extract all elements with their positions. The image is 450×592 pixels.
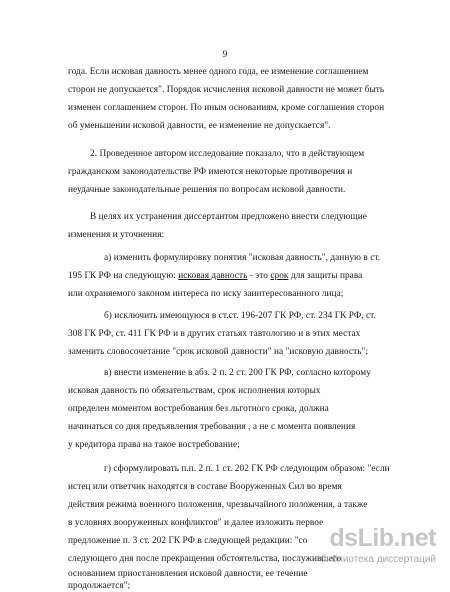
text-line bbox=[68, 270, 362, 282]
text-line: в) внести изменение в абз. 2 п. 2 ст. 200 ГК РФ, согласно которому bbox=[104, 368, 371, 378]
text-run: - это bbox=[247, 271, 271, 281]
text-line: истец или ответчик находятся в составе Вооруженных Сил во время bbox=[68, 482, 342, 492]
text-line: 2. Проведенное автором исследование показало, что в действующем bbox=[90, 149, 365, 159]
text-line: 308 ГК РФ, ст. 411 ГК РФ и в других статьях тавтологию и в этих местах bbox=[68, 329, 361, 339]
page-number: 9 bbox=[222, 50, 228, 60]
text-line: изменения и уточнения: bbox=[68, 230, 165, 240]
text-line: сторон не допускается". Порядок исчисления исковой давности не может быть bbox=[68, 85, 385, 95]
text-line: в условиях вооруженных конфликтов" и далее изложить первое bbox=[68, 518, 324, 528]
text-line: б) исключить имеющуюся в ст.ст. 196-207 ГК РФ, ст. 234 ГК РФ, ст. bbox=[104, 311, 376, 321]
watermark bbox=[306, 524, 436, 570]
underlined-term: срок bbox=[270, 271, 289, 281]
watermark-tagline: библиотека диссертаций bbox=[320, 554, 436, 565]
text-line: продолжается"; bbox=[68, 581, 131, 591]
text-line: заменить словосочетание "срок исковой давности" на "исковую давность"; bbox=[68, 347, 368, 357]
text-line: действия режима военного положения, чрезвычайного положения, а также bbox=[68, 500, 368, 510]
text-line: г) сформулировать п.п. 2 п. 1 ст. 202 ГК РФ следующим образом: "если bbox=[104, 464, 390, 474]
text-run: 195 ГК РФ на следующую: bbox=[68, 271, 176, 281]
text-line: исковая давность по обязательствам, срок исполнения которых bbox=[68, 386, 321, 396]
text-line: неудачные законодательные решения по вопросам исковой давности. bbox=[68, 185, 346, 195]
text-line: определен моментом востребования без льготного срока, должна bbox=[68, 404, 329, 414]
text-line: у кредитора права на такое востребование; bbox=[68, 440, 240, 450]
underlined-term: исковая давность bbox=[178, 271, 248, 281]
text-line: основанием приостановления исковой давности, ее течение bbox=[68, 569, 308, 579]
text-run: для защиты права bbox=[288, 271, 363, 281]
text-line: изменен соглашением сторон. По иным основаниям, кроме соглашения сторон bbox=[68, 103, 385, 113]
watermark-logo: dsLib.net bbox=[329, 524, 436, 552]
text-line: гражданском законодательстве РФ имеются некоторые противоречия и bbox=[68, 167, 353, 177]
text-line: В целях их устранения диссертантом предложено внести следующие bbox=[90, 212, 367, 222]
text-line: или охраняемого законом интереса по иску заинтересованного лица; bbox=[68, 289, 344, 299]
text-line: начинаться со дня предъявления требования , а не с момента появления bbox=[68, 422, 356, 432]
text-line: следующего дня после прекращения обстоятельства, послужившего bbox=[68, 554, 342, 564]
text-line: а) изменить формулировку понятия "исковая давность", данную в ст. bbox=[104, 253, 381, 263]
text-line: об уменьшении исковой давности, ее изменение не допускается". bbox=[68, 121, 331, 131]
text-line: года. Если исковая давность менее одного года, ее изменение соглашением bbox=[68, 67, 369, 77]
text-line: предложение п. 3 ст. 202 ГК РФ в следующей редакции: "со bbox=[68, 536, 308, 546]
